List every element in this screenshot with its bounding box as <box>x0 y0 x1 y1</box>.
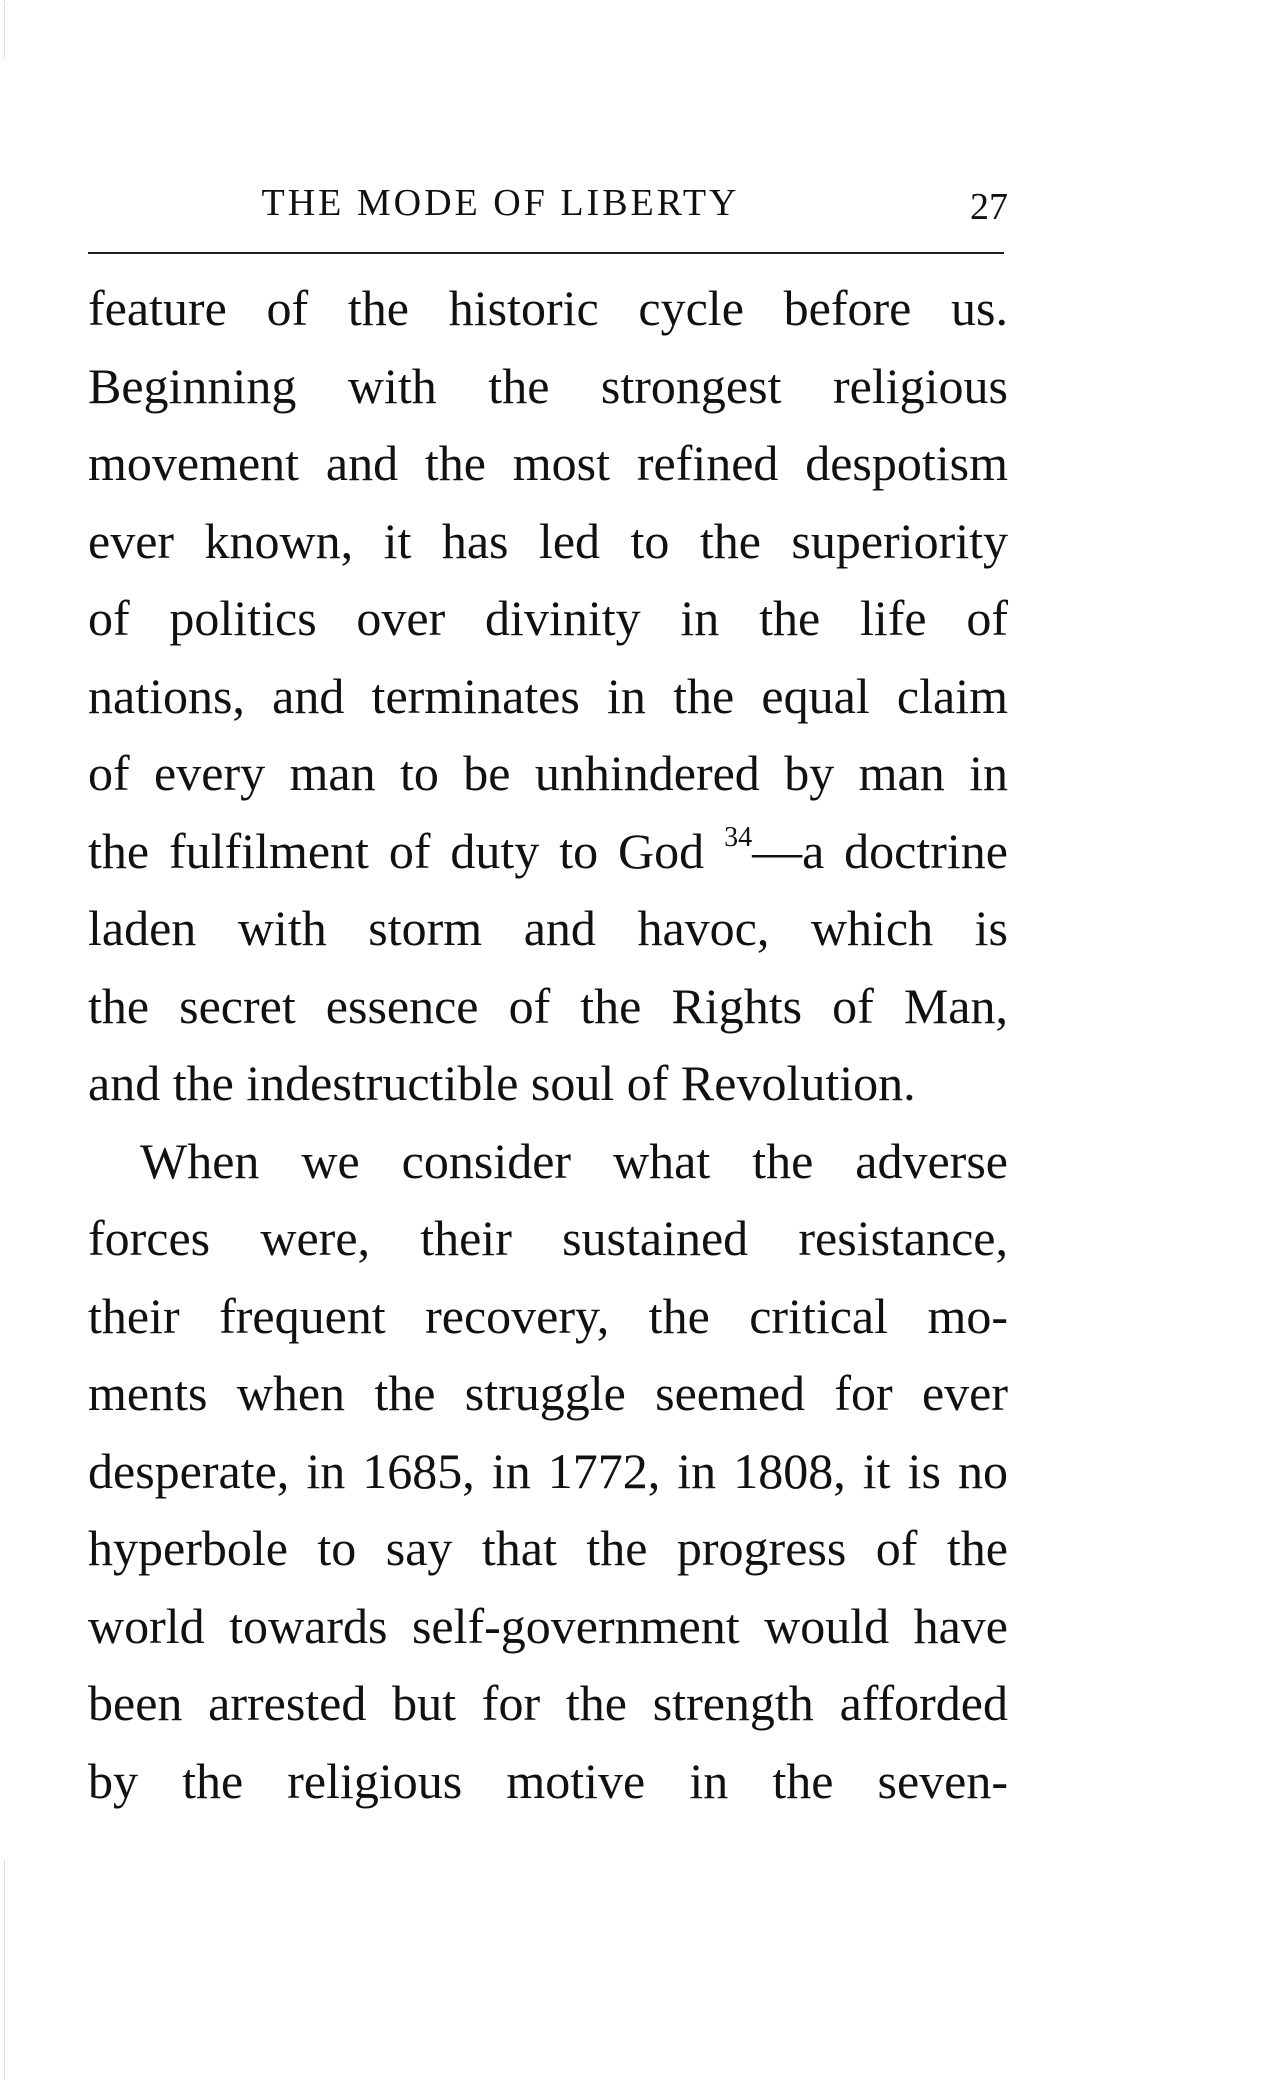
paragraph-start-line: When we consider what the adverse <box>140 1132 1008 1189</box>
text-line: laden with storm and havoc, which is <box>88 900 1008 956</box>
text-line: movement and the most refined despotism <box>88 435 1008 491</box>
text-line: and the indestructible soul of Revolution. <box>88 1055 916 1111</box>
text-line: the secret essence of the Rights of Man, <box>88 977 1008 1034</box>
text-line: ever known, it has led to the superiority <box>88 512 1008 569</box>
footnote-reference: 34 <box>724 821 753 853</box>
text-line: hyperbole to say that the progress of the <box>88 1520 1008 1576</box>
running-head <box>88 180 1008 230</box>
text-line: Beginning with the strongest religious <box>88 357 1008 414</box>
text-line: of politics over divinity in the life of <box>88 590 1008 646</box>
text-line: ments when the struggle seemed for ever <box>88 1365 1008 1421</box>
text-line: their frequent recovery, the critical mo- <box>88 1287 1008 1344</box>
text-line: desperate, in 1685, in 1772, in 1808, it is no <box>88 1442 1008 1499</box>
scan-margin-specks-bottom <box>4 1860 8 2080</box>
scan-margin-specks-top <box>4 0 8 60</box>
text-line: world towards self-government would have <box>88 1597 1008 1654</box>
text-line: by the religious motive in the seven- <box>88 1752 1008 1809</box>
text-line: been arrested but for the strength afforded <box>88 1675 1008 1731</box>
text-line: nations, and terminates in the equal claim <box>88 667 1008 724</box>
text-line-with-footnote <box>88 820 1008 898</box>
text-line: feature of the historic cycle before us. <box>88 280 1008 336</box>
text-line-tail: —a doctrine <box>752 822 1009 879</box>
text-line: of every man to be unhindered by man in <box>88 745 1008 801</box>
header-rule <box>88 252 1004 254</box>
running-title: THE MODE OF LIBERTY <box>261 182 740 224</box>
body-text <box>88 277 1008 1827</box>
page-number: 27 <box>970 186 1008 228</box>
text-line-head: the fulfilment of duty to God <box>88 822 705 879</box>
text-line: forces were, their sustained resistance, <box>88 1210 1008 1266</box>
